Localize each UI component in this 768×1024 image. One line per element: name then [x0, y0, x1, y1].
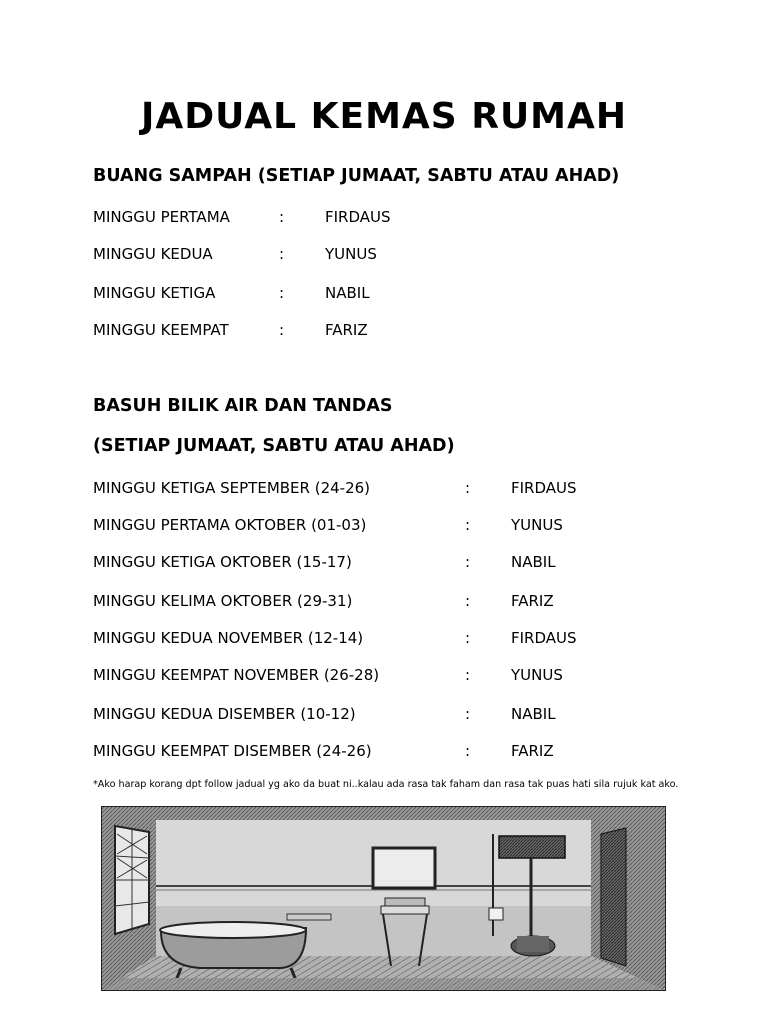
- section2-heading: BASUH BILIK AIR DAN TANDAS: [93, 396, 393, 416]
- week-label: MINGGU KEEMPAT DISEMBER (24-26): [93, 742, 372, 760]
- week-label: MINGGU KEDUA: [93, 245, 213, 263]
- assignee-name: FIRDAUS: [511, 629, 577, 647]
- separator: :: [279, 208, 285, 226]
- assignee-name: FIRDAUS: [511, 479, 577, 497]
- bathroom-illustration-icon: [101, 806, 666, 991]
- footnote: *Ako harap korang dpt follow jadual yg ako da buat ni..kalau ada rasa tak faham dan rasa tak puas hati sila rujuk kat ako.: [93, 779, 679, 790]
- assignee-name: FARIZ: [511, 592, 554, 610]
- week-label: MINGGU KEEMPAT: [93, 321, 229, 339]
- assignee-name: NABIL: [511, 553, 556, 571]
- separator: :: [465, 666, 471, 684]
- separator: :: [465, 516, 471, 534]
- separator: :: [465, 592, 471, 610]
- separator: :: [279, 245, 285, 263]
- assignee-name: YUNUS: [511, 666, 563, 684]
- separator: :: [465, 479, 471, 497]
- separator: :: [279, 321, 285, 339]
- week-label: MINGGU KETIGA: [93, 284, 216, 302]
- assignee-name: YUNUS: [511, 516, 563, 534]
- week-label: MINGGU KELIMA OKTOBER (29-31): [93, 592, 353, 610]
- week-label: MINGGU KEDUA NOVEMBER (12-14): [93, 629, 364, 647]
- week-label: MINGGU KEDUA DISEMBER (10-12): [93, 705, 356, 723]
- week-label: MINGGU PERTAMA: [93, 208, 230, 226]
- assignee-name: FARIZ: [325, 321, 368, 339]
- separator: :: [465, 629, 471, 647]
- page-title: JADUAL KEMAS RUMAH: [141, 96, 627, 137]
- week-label: MINGGU PERTAMA OKTOBER (01-03): [93, 516, 367, 534]
- assignee-name: YUNUS: [325, 245, 377, 263]
- assignee-name: FARIZ: [511, 742, 554, 760]
- separator: :: [465, 553, 471, 571]
- week-label: MINGGU KETIGA OKTOBER (15-17): [93, 553, 352, 571]
- assignee-name: NABIL: [511, 705, 556, 723]
- separator: :: [279, 284, 285, 302]
- separator: :: [465, 742, 471, 760]
- week-label: MINGGU KEEMPAT NOVEMBER (26-28): [93, 666, 380, 684]
- section1-heading: BUANG SAMPAH (SETIAP JUMAAT, SABTU ATAU AHAD): [93, 166, 620, 186]
- assignee-name: FIRDAUS: [325, 208, 391, 226]
- section2-subheading: (SETIAP JUMAAT, SABTU ATAU AHAD): [93, 436, 455, 456]
- separator: :: [465, 705, 471, 723]
- week-label: MINGGU KETIGA SEPTEMBER (24-26): [93, 479, 371, 497]
- assignee-name: NABIL: [325, 284, 370, 302]
